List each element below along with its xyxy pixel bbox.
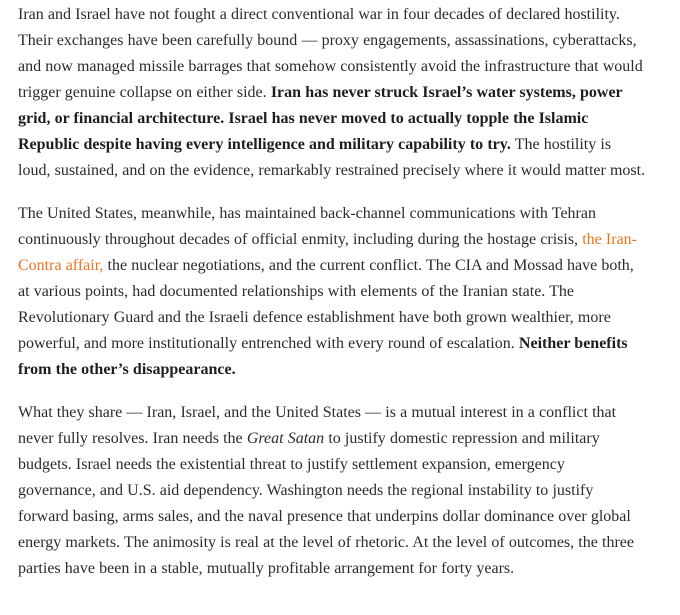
iran-contra-link[interactable]: the Iran-Contra affair, (18, 231, 638, 274)
paragraph-1-bold: Iran has never struck Israel’s water systems, power grid, or financial architecture. Israel has never moved to actually topple the Islamic Republic despite having every intelligence and military capability to try. (18, 84, 623, 153)
paragraph-3 (18, 400, 646, 582)
paragraph-1-text-a: Iran and Israel have not fought a direct conventional war in four decades of declared hostility. Their exchanges have been carefully bound — proxy engagements, assassinations, cyberattacks, and now managed missile barrages that somehow consistently avoid the infrastructure that would trigger genuine collapse on either side. (18, 6, 643, 101)
paragraph-2-bold: Neither benefits from the other’s disappearance. (18, 335, 628, 378)
paragraph-3-italic: Great Satan (246, 430, 325, 447)
bottom-fade (0, 603, 680, 615)
paragraph-3-text-a: What they share — Iran, Israel, and the United States — is a mutual interest in a conflict that never fully resolves. Iran needs the (18, 404, 617, 447)
paragraph-1 (18, 2, 646, 184)
paragraph-2-text-b: the nuclear negotiations, and the current conflict. The CIA and Mossad have both, at various points, had documented relationships with elements of the Iranian state. The Revolutionary Guard and the Israeli defence establishment have both grown wealthier, more powerful, and more institutionally entrenched with every round of escalation. (18, 257, 634, 352)
article-body (18, 2, 646, 599)
paragraph-2-text-a: The United States, meanwhile, has maintained back-channel communications with Tehran continuously throughout decades of official enmity, including during the hostage crisis, (18, 205, 596, 248)
paragraph-1-text-b: The hostility is loud, sustained, and on the evidence, remarkably restrained precisely where it would matter most. (18, 136, 646, 179)
paragraph-2 (18, 201, 646, 383)
paragraph-3-text-b: to justify domestic repression and military budgets. Israel needs the existential threat to justify settlement expansion, emergency governance, and U.S. aid dependency. Washington needs the regional instability to justify forward basing, arms sales, and the naval presence that underpins dollar dominance over global energy markets. The animosity is real at the level of rhetoric. At the level of outcomes, the three parties have been in a stable, mutually profitable arrangement for forty years. (18, 430, 634, 577)
